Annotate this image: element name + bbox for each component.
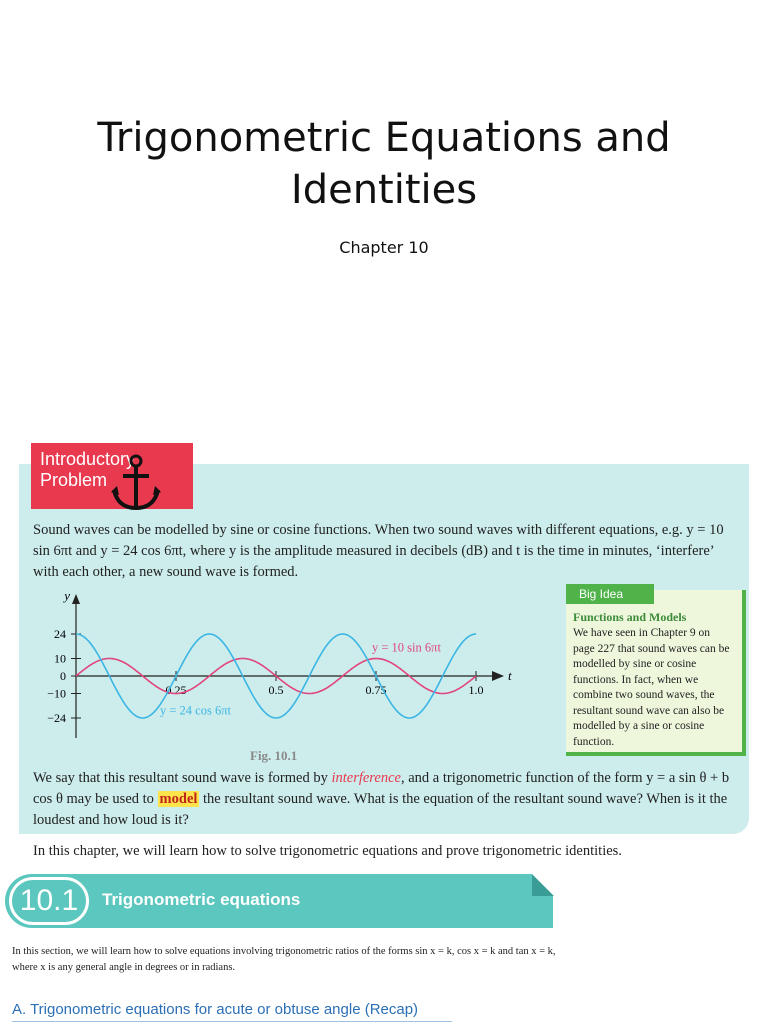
title-line-1: Trigonometric Equations and (97, 115, 671, 161)
anchor-icon (110, 452, 162, 514)
x-axis-arrow (492, 671, 504, 681)
chapter-label: Chapter 10 (339, 238, 429, 257)
x-axis-label: t (508, 668, 512, 683)
series-label-sin: y = 10 sin 6πt (372, 640, 441, 655)
x-tick-label: 0.75 (365, 683, 387, 697)
y-axis-label: y (64, 588, 70, 603)
y-tick-label: 24 (54, 627, 66, 641)
series-label-cos: y = 24 cos 6πt (160, 703, 231, 718)
interference-paragraph (33, 768, 733, 831)
para2-part-c: the resultant sound wave. What is the equation of the resultant sound wave? When is it the loudest and how loud is it? (33, 791, 728, 828)
section-intro-text: In this section, we will learn how to solve equations involving trigonometric ratios of the forms sin x = k, cos x = k and tan x = k, where x is any general angle in degrees or in radians. (12, 946, 556, 973)
x-tick-label: 0.25 (165, 683, 187, 697)
para2-part-a: We say that this resultant sound wave is formed by (33, 770, 332, 786)
y-tick-label: −10 (47, 686, 66, 701)
big-idea-heading: Functions and Models (573, 610, 687, 624)
interference-term: interference (331, 770, 401, 786)
big-idea-body: We have seen in Chapter 9 on page 227 that sound waves can be modelled by sine or cosine functions. In fact, when we combine two sound waves, the resultant sound wave can also be modelled by a sine or cosine function. (573, 627, 730, 748)
model-term: model (159, 791, 198, 807)
page-curl-icon (532, 874, 554, 896)
subsection-heading: A. Trigonometric equations for acute or obtuse angle (Recap) (12, 1001, 419, 1018)
para2-part-b: , and a trigonometric function of the form y = a sin θ + b cos θ may be used to (33, 770, 730, 807)
chapter-intro-text: In this chapter, we will learn how to solve trigonometric equations and prove trigonometric identities. (33, 843, 622, 859)
x-tick-label: 1.0 (468, 683, 484, 697)
figure-caption: Fig. 10.1 (250, 748, 298, 763)
section-number-badge: 10.1 (9, 877, 89, 925)
y-axis-arrow (72, 594, 80, 604)
subsection-rule (12, 1021, 452, 1022)
y-tick-label: 10 (54, 651, 66, 666)
page-title (0, 112, 768, 216)
sound-wave-chart (30, 588, 530, 746)
x-tick-label: 0.5 (268, 683, 284, 697)
big-idea-tab: Big Idea (566, 584, 654, 604)
y-tick-label: 0 (60, 669, 66, 683)
title-line-2: Identities (290, 167, 478, 213)
intro-tab-line-1: Introductory (40, 449, 136, 469)
intro-paragraph: Sound waves can be modelled by sine or cosine functions. When two sound waves with different equations, e.g. y = 10 sin 6πt and y = 24 cos 6πt, where y is the amplitude measured in decibels (dB) and t is the time in minutes, ‘interfere’ with each other, a new sound wave is formed. (33, 522, 724, 580)
intro-tab-line-2: Problem (40, 470, 108, 490)
title-block (0, 112, 768, 257)
section-title: Trigonometric equations (102, 890, 301, 909)
y-tick-label: −24 (47, 711, 66, 725)
